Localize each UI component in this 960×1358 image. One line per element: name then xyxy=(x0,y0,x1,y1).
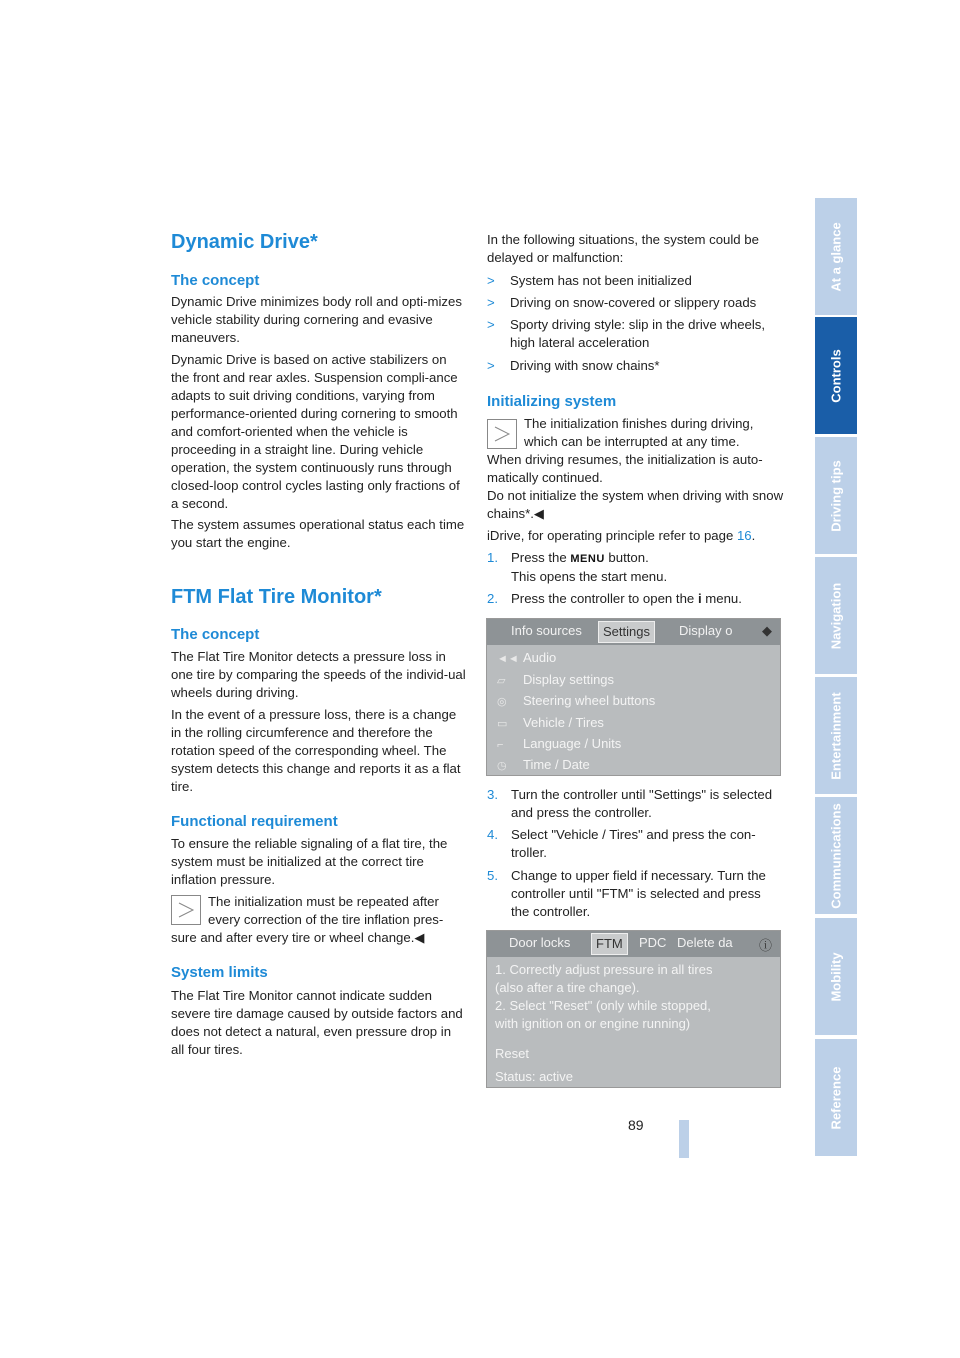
paragraph: iDrive, for operating principle refer to page 16. xyxy=(487,528,756,543)
subheading-initializing-system: Initializing system xyxy=(487,393,617,410)
screen-reset-item: Reset xyxy=(495,1046,529,1061)
sidebar-tab-mobility[interactable]: Mobility xyxy=(815,918,857,1035)
screen-menu-item: ◄◄ Audio xyxy=(497,647,556,668)
subheading-functional-requirement: Functional requirement xyxy=(171,813,338,830)
display-icon: ▱ xyxy=(497,675,506,687)
screen-tab: Delete da xyxy=(677,935,733,950)
sidebar-tab-communications[interactable]: Communications xyxy=(815,797,857,914)
section-title-ftm: FTM Flat Tire Monitor* xyxy=(171,586,382,608)
sidebar-tab-controls[interactable]: Controls xyxy=(815,317,857,434)
screen-tab-selected: Settings xyxy=(598,621,655,643)
page-number: 89 xyxy=(628,1117,644,1133)
screen-menu-item: ◎ Steering wheel buttons xyxy=(497,690,655,711)
note-text: The initialization finishes during driving, xyxy=(524,416,754,431)
sidebar-tab-navigation[interactable]: Navigation xyxy=(815,557,857,674)
vehicle-icon: ▭ xyxy=(497,718,508,730)
idrive-screen-settings xyxy=(486,618,781,776)
screen-menu-item: ⌐ Language / Units xyxy=(497,733,621,754)
info-icon: ⓘ xyxy=(758,938,772,953)
idrive-screen-ftm xyxy=(486,930,781,1088)
screen-tab-bar xyxy=(487,931,780,957)
audio-icon: ◄◄ xyxy=(497,653,519,665)
paragraph: In the event of a pressure loss, there is a change in the rolling circumference and therefore the rotation speed of the corresponding wheel. The system detects this change and reports it as a flat tire. xyxy=(171,707,461,794)
screen-menu-item: ◷ Time / Date xyxy=(497,754,590,775)
sidebar-tab-driving-tips[interactable]: Driving tips xyxy=(815,437,857,554)
note-text: which can be interrupted at any time. xyxy=(524,434,740,449)
note-triangle-icon xyxy=(171,895,201,925)
screen-text: 1. Correctly adjust pressure in all tires xyxy=(495,962,713,977)
screen-tab: PDC xyxy=(639,935,667,950)
screen-tab-selected: FTM xyxy=(591,933,628,955)
screen-tab: Door locks xyxy=(509,935,571,950)
screen-text: with ignition on or engine running) xyxy=(495,1016,691,1031)
note-text: every correction of the tire inflation pres- xyxy=(208,912,444,927)
note-text: sure and after every tire or wheel change.◀ xyxy=(171,930,425,945)
paragraph: In the following situations, the system could be delayed or malfunction: xyxy=(487,232,759,265)
screen-tab: Display o xyxy=(679,623,733,638)
menu-button-icon: MENU xyxy=(570,553,605,565)
sidebar-tab-at-a-glance[interactable]: At a glance xyxy=(815,198,857,315)
paragraph: To ensure the reliable signaling of a flat tire, the system must be initialized at the correct tire inflation pressure. xyxy=(171,836,448,887)
sidebar-tab-entertainment[interactable]: Entertainment xyxy=(815,677,857,794)
paragraph: Dynamic Drive minimizes body roll and opti-mizes vehicle stability during cornering and evasive maneuvers. xyxy=(171,294,462,345)
subheading-concept: The concept xyxy=(171,272,260,289)
subheading-system-limits: System limits xyxy=(171,964,268,981)
paragraph: The Flat Tire Monitor detects a pressure loss in one tire by comparing the speeds of the individ-ual wheels during driving. xyxy=(171,649,466,700)
note-triangle-icon xyxy=(487,419,517,449)
screen-tab: Info sources xyxy=(511,623,582,638)
section-title-dynamic-drive: Dynamic Drive* xyxy=(171,231,318,253)
paragraph: The Flat Tire Monitor cannot indicate sudden severe tire damage caused by outside factors and does not detect a natural, even pressure drop in all four tires. xyxy=(171,988,463,1057)
screen-menu-item: ▭ Vehicle / Tires xyxy=(497,712,604,733)
note-text: Do not initialize the system when driving with snow chains*.◀ xyxy=(487,488,784,521)
info-icon: i xyxy=(697,591,702,606)
paragraph: The system assumes operational status each time you start the engine. xyxy=(171,517,465,550)
screen-tab-bar xyxy=(487,619,780,645)
paragraph: Dynamic Drive is based on active stabilizers on the front and rear axles. Suspension compli-ance adapts to suit driving conditions, varying from performance-oriented during cornering to smooth and comfort-oriented when the vehicle is proceeding in a straight line. During vehicle operation, the system continuously runs through closed-loop control cycles lasting only fractions of a second. xyxy=(171,352,460,511)
screen-menu-item: ▱ Display settings xyxy=(497,669,614,690)
subheading-concept: The concept xyxy=(171,626,260,643)
language-icon: ⌐ xyxy=(497,739,504,751)
page-reference-link[interactable]: 16 xyxy=(736,528,752,543)
screen-text: 2. Select "Reset" (only while stopped, xyxy=(495,998,711,1013)
note-text: When driving resumes, the initialization is auto-matically continued. xyxy=(487,452,763,485)
page-marker xyxy=(679,1120,689,1158)
screen-status: Status: active xyxy=(495,1069,574,1084)
nav-diamond-icon: ◆ xyxy=(762,623,772,638)
screen-text: (also after a tire change). xyxy=(495,980,640,995)
steering-wheel-icon: ◎ xyxy=(497,696,507,708)
sidebar-tab-reference[interactable]: Reference xyxy=(815,1039,857,1156)
clock-icon: ◷ xyxy=(497,760,507,772)
note-text: The initialization must be repeated after xyxy=(208,894,439,909)
